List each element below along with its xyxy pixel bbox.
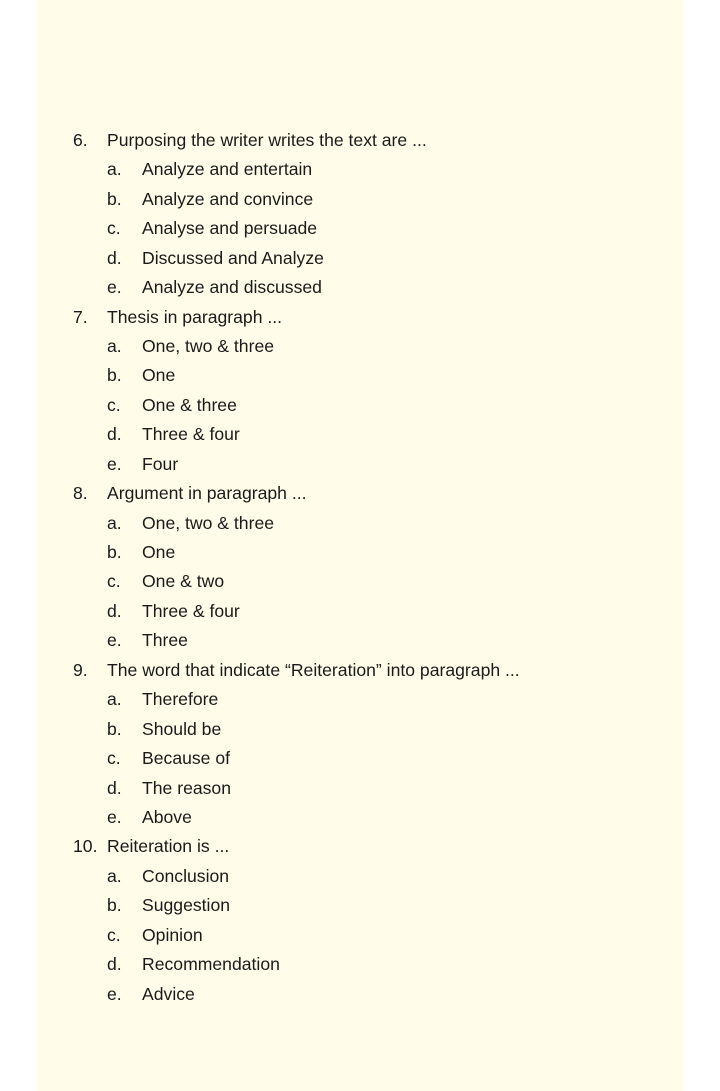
option-row: [73, 568, 633, 597]
option-letter: a.: [107, 159, 122, 180]
question-text: The word that indicate “Reiteration” into paragraph ...: [107, 659, 520, 680]
option-letter: e.: [107, 277, 122, 298]
option-text: One: [142, 542, 176, 563]
option-text: Analyze and entertain: [142, 159, 313, 180]
option-text: Four: [142, 453, 179, 474]
option-text: Suggestion: [142, 895, 231, 916]
option-letter: b.: [107, 188, 122, 209]
option-text: Analyze and discussed: [142, 277, 322, 298]
option-letter: a.: [107, 512, 122, 533]
question-item: [73, 833, 633, 1010]
question-list: [73, 126, 633, 1009]
option-text: Recommendation: [142, 954, 280, 975]
option-letter: d.: [107, 600, 122, 621]
option-letter: b.: [107, 365, 122, 386]
option-row: [73, 744, 633, 773]
option-letter: c.: [107, 571, 121, 592]
option-text: One: [142, 365, 176, 386]
option-row: [73, 891, 633, 920]
option-text: Opinion: [142, 924, 203, 945]
question-text: Thesis in paragraph ...: [107, 306, 283, 327]
option-letter: d.: [107, 424, 122, 445]
option-row: [73, 803, 633, 832]
option-letter: b.: [107, 895, 122, 916]
option-letter: e.: [107, 453, 122, 474]
option-text: Three: [142, 630, 188, 651]
option-letter: a.: [107, 865, 122, 886]
option-text: Therefore: [142, 689, 219, 710]
question-item: [73, 479, 633, 656]
option-letter: c.: [107, 748, 121, 769]
option-letter: c.: [107, 218, 121, 239]
option-row: [73, 450, 633, 479]
option-row: [73, 509, 633, 538]
question-number: 7.: [73, 306, 88, 327]
option-row: [73, 185, 633, 214]
question-row: [73, 479, 633, 508]
option-row: [73, 950, 633, 979]
option-text: Analyze and convince: [142, 188, 314, 209]
option-row: [73, 362, 633, 391]
option-letter: a.: [107, 335, 122, 356]
option-text: Three & four: [142, 424, 240, 445]
option-text: One, two & three: [142, 512, 275, 533]
option-row: [73, 155, 633, 184]
question-text: Argument in paragraph ...: [107, 483, 307, 504]
option-row: [73, 244, 633, 273]
option-letter: e.: [107, 806, 122, 827]
option-row: [73, 921, 633, 950]
question-row: [73, 833, 633, 862]
question-item: [73, 126, 633, 303]
option-text: Above: [142, 806, 192, 827]
option-row: [73, 214, 633, 243]
question-number: 9.: [73, 659, 88, 680]
question-number: 6.: [73, 129, 88, 150]
option-letter: a.: [107, 689, 122, 710]
option-text: Three & four: [142, 600, 240, 621]
option-row: [73, 273, 633, 302]
option-text: Should be: [142, 718, 222, 739]
option-row: [73, 774, 633, 803]
option-letter: d.: [107, 777, 122, 798]
option-letter: e.: [107, 983, 122, 1004]
option-row: [73, 715, 633, 744]
option-text: Advice: [142, 983, 195, 1004]
question-item: [73, 303, 633, 480]
question-row: [73, 303, 633, 332]
option-text: One & three: [142, 394, 237, 415]
question-item: [73, 656, 633, 833]
option-letter: c.: [107, 394, 121, 415]
option-text: The reason: [142, 777, 231, 798]
question-text: Reiteration is ...: [107, 836, 230, 857]
option-row: [73, 685, 633, 714]
question-row: [73, 126, 633, 155]
option-row: [73, 980, 633, 1009]
question-text: Purposing the writer writes the text are ...: [107, 129, 427, 150]
option-letter: d.: [107, 247, 122, 268]
option-text: Discussed and Analyze: [142, 247, 324, 268]
question-number: 8.: [73, 483, 88, 504]
option-row: [73, 862, 633, 891]
option-row: [73, 391, 633, 420]
option-letter: e.: [107, 630, 122, 651]
option-letter: b.: [107, 718, 122, 739]
option-row: [73, 332, 633, 361]
option-row: [73, 420, 633, 449]
option-text: Analyse and persuade: [142, 218, 318, 239]
question-number: 10.: [73, 836, 98, 857]
option-text: Because of: [142, 748, 231, 769]
option-row: [73, 538, 633, 567]
option-letter: b.: [107, 542, 122, 563]
option-letter: c.: [107, 924, 121, 945]
option-text: Conclusion: [142, 865, 230, 886]
option-text: One, two & three: [142, 335, 275, 356]
option-row: [73, 626, 633, 655]
question-row: [73, 656, 633, 685]
option-text: One & two: [142, 571, 225, 592]
option-letter: d.: [107, 954, 122, 975]
option-row: [73, 597, 633, 626]
